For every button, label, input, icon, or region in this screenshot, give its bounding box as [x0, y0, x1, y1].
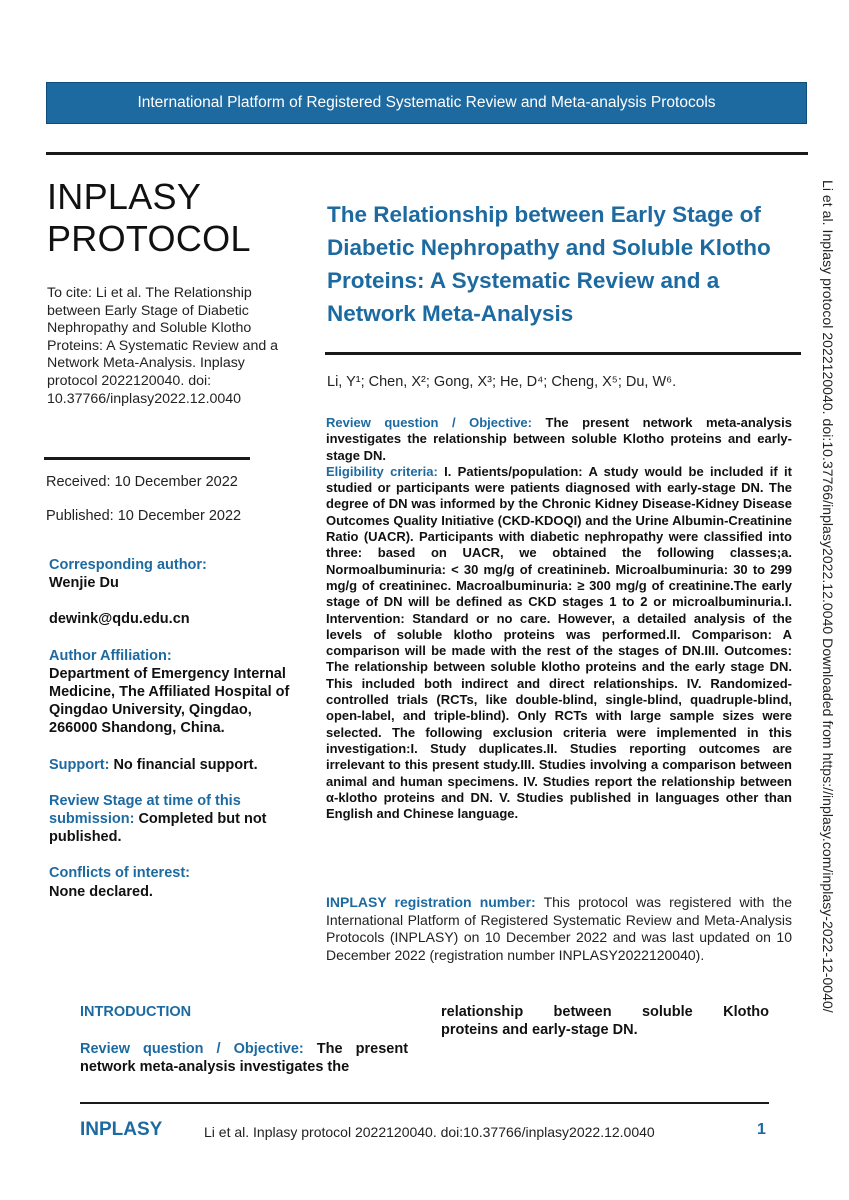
protocol-heading-line1: INPLASY: [47, 176, 202, 217]
review-stage-label: Review Stage at time of this submission:: [49, 792, 241, 828]
eligibility-label: Eligibility criteria:: [326, 463, 438, 479]
review-question-text: The present network meta-analysis investigates the relationship between soluble Klotho proteins and early-stage DN.: [326, 415, 792, 463]
citation-text: To cite: Li et al. The Relationship between Early Stage of Diabetic Nephropathy and Soluble Klotho Proteins: A Systematic Review and a Network Meta-Analysis. Inplasy protocol 2022120040. doi: 10.37766/inplasy2022.12.0040: [47, 285, 279, 407]
conflicts-label: Conflicts of interest:: [49, 865, 190, 882]
top-divider: [46, 152, 808, 155]
registration-text: This protocol was registered with the International Platform of Registered Systematic Review and Meta-Analysis Protocols (INPLASY) on 10 December 2022 and was last updated on 10 December 2022 (registration number INPLASY2022120040).: [326, 894, 793, 963]
intro-text-start: The present network meta-analysis investigates the: [80, 1041, 409, 1075]
review-question-label: Review question / Objective:: [326, 415, 532, 430]
journal-banner: [46, 82, 807, 124]
affiliation-text: Department of Emergency Internal Medicine, The Affiliated Hospital of Qingdao University, Qingdao, 266000 Shandong, China.: [49, 665, 290, 737]
intro-text-line1: relationship between soluble Klotho: [441, 1004, 769, 1020]
article-title: The Relationship between Early Stage of Diabetic Nephropathy and Soluble Klotho Proteins: A Systematic Review and a Network Meta-Analysis: [327, 202, 771, 326]
metadata-sidebar: [49, 556, 299, 919]
page-number: 1: [757, 1121, 766, 1138]
affiliation-label: Author Affiliation:: [49, 647, 172, 664]
registration-label: INPLASY registration number:: [326, 894, 536, 910]
conflicts-text: None declared.: [49, 883, 153, 900]
footer-divider: [80, 1102, 769, 1104]
title-divider: [325, 352, 801, 355]
introduction-column-left: [80, 1003, 408, 1076]
registration-paragraph: [326, 894, 792, 964]
review-stage-block: [49, 792, 299, 847]
support-label: Support:: [49, 756, 110, 773]
side-download-note: [806, 180, 846, 1050]
conflicts-block: [49, 864, 299, 900]
introduction-heading: INTRODUCTION: [80, 1004, 192, 1020]
published-date: Published: 10 December 2022: [46, 508, 242, 524]
affiliation-block: [49, 647, 299, 738]
corresponding-author-name: Wenjie Du: [49, 575, 119, 592]
corresponding-author-label: Corresponding author:: [49, 557, 207, 573]
support-text: No financial support.: [113, 756, 258, 773]
received-date: Received: 10 December 2022: [46, 474, 238, 490]
footer-citation: Li et al. Inplasy protocol 2022120040. doi:10.37766/inplasy2022.12.0040: [204, 1124, 655, 1140]
author-list: Li, Y¹; Chen, X²; Gong, X³; He, D⁴; Cheng, X⁵; Du, W⁶.: [327, 374, 677, 390]
author-email[interactable]: dewink@qdu.edu.cn: [49, 611, 190, 628]
introduction-column-right: [441, 1003, 769, 1039]
corresponding-author-block: [49, 556, 299, 592]
footer-brand: INPLASY: [80, 1119, 163, 1140]
dates-block: [46, 474, 296, 542]
protocol-heading: [47, 176, 297, 260]
intro-review-question-label: Review question / Objective:: [80, 1041, 304, 1057]
review-stage-text: Completed but not published.: [49, 811, 267, 846]
banner-text: International Platform of Registered Systematic Review and Meta-analysis Protocols: [137, 94, 716, 111]
left-divider: [44, 457, 250, 460]
email-block: [49, 610, 299, 628]
side-download-text: Li et al. Inplasy protocol 2022120040. doi:10.37766/inplasy2022.12.0040 Downloaded from https://inplasy.com/inplasy-2022-12-0040/: [820, 180, 836, 1013]
abstract: [326, 415, 792, 822]
intro-text-line2: proteins and early-stage DN.: [441, 1022, 638, 1038]
protocol-heading-line2: PROTOCOL: [47, 218, 251, 259]
support-block: [49, 756, 299, 774]
eligibility-text: I. Patients/population: A study would be included if it studied or participants were patients diagnosed with early-stage DN. The degree of DN was informed by the Chronic Kidney Disease-Kidney Disease Outcomes Quality Initiative (CKD-KDOQI) and the Urine Albumin-Creatinine Ratio (UACR). Participants with diabetic nephropathy were classified into three: based on UACR, we obtained the following classes;a. Normoalbuminuria: < 30 mg/g of creatinineb. Microalbuminuria: 30 to 299 mg/g of creatininec. Macroalbuminuria: ≥ 300 mg/g of creatinine.The early stage of DN will be defined as CKD stages 1 to 2 or microalbuminuria.I. Intervention: Standard or no care. However, a detailed analysis of the levels of soluble klotho proteins was performed.II. Comparison: A comparison will be made with the rest of the stages of DN.III. Outcomes: The relationship between soluble klotho proteins and the early stage DN. This included both indirect and direct relationships. IV. Randomized-controlled trials (RCTs, like double-blind, single-blind, quadruple-blind, open-label, and triple-blind). Only RCTs with large sample sizes were selected. The following exclusion criteria were implemented in this investigation:I. Study duplicates.II. Studies reporting outcomes are irrelevant to this present study.III. Studies involving a comparison between animal and human specimens. IV. Studies report the relationship between α-klotho proteins and DN. V. Studies published in languages other than English and Chinese language.: [326, 463, 792, 822]
